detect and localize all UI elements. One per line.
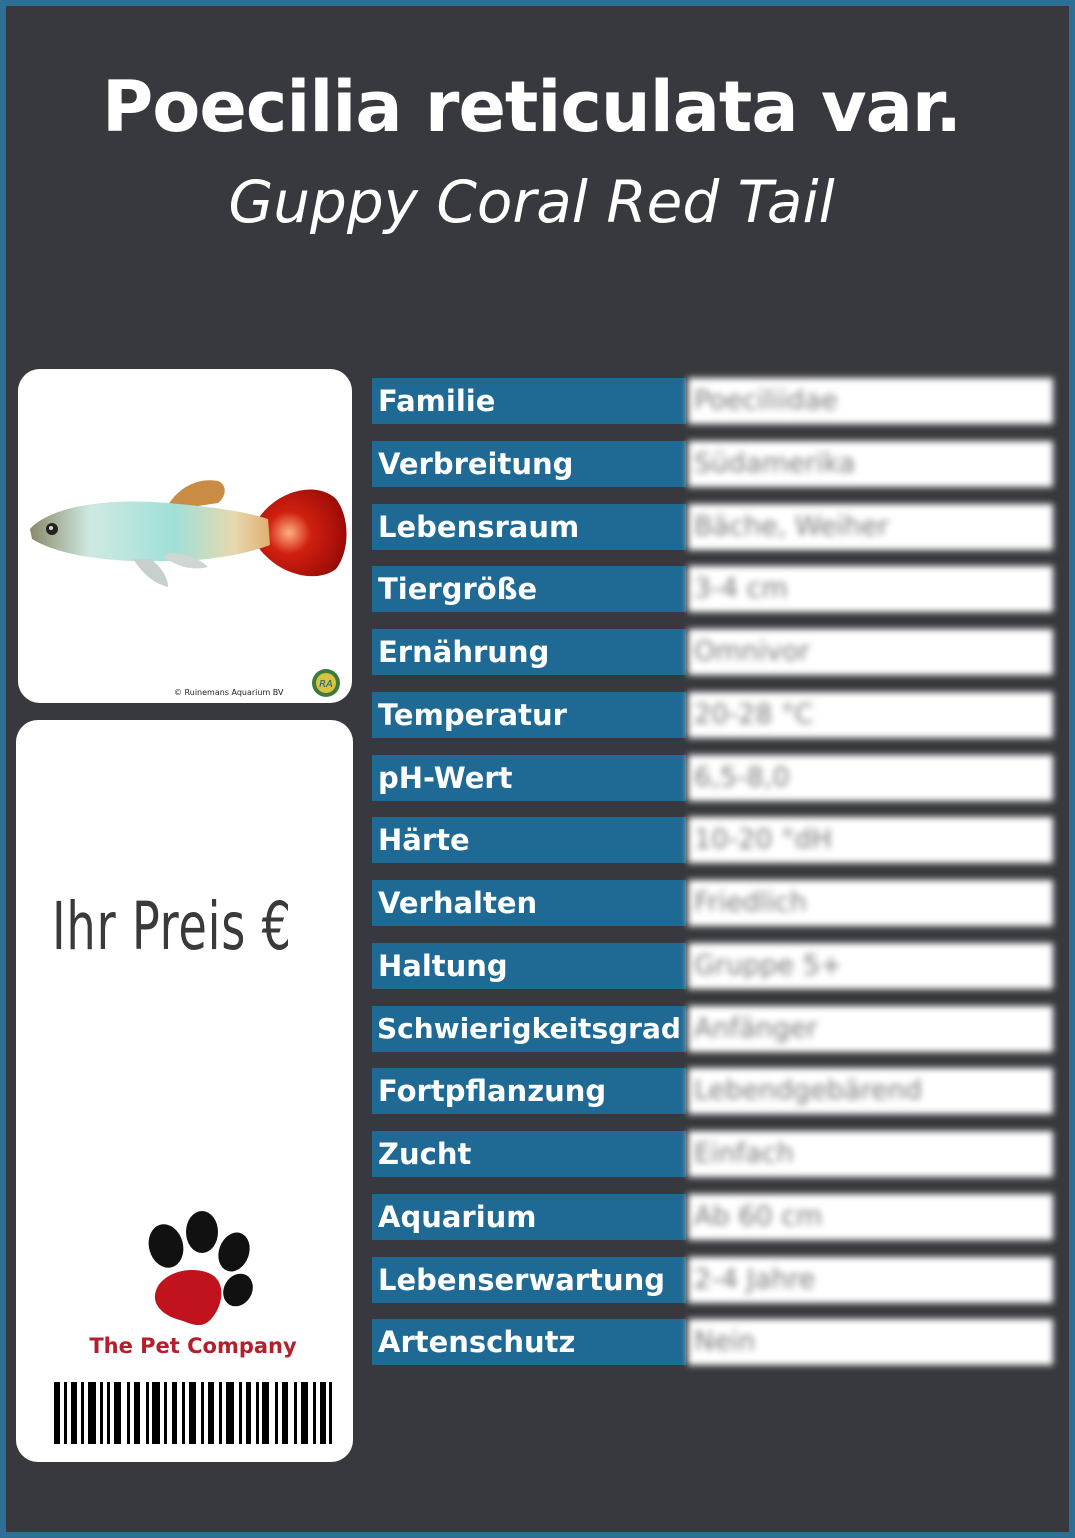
row-value: Südamerika bbox=[688, 441, 1053, 487]
table-row bbox=[372, 378, 1053, 424]
table-row bbox=[372, 1068, 1053, 1114]
photo-credit: © Ruinemans Aquarium BV bbox=[174, 688, 284, 697]
row-value: Einfach bbox=[688, 1131, 1053, 1177]
row-value: 3-4 cm bbox=[688, 566, 1053, 612]
row-label: Verbreitung bbox=[372, 441, 686, 487]
table-row bbox=[372, 1194, 1053, 1240]
table-row bbox=[372, 1257, 1053, 1303]
row-value: 6,5-8,0 bbox=[688, 755, 1053, 801]
species-title: Poecilia reticulata var. bbox=[101, 66, 962, 148]
row-value: Bäche, Weiher bbox=[688, 504, 1053, 550]
row-value: Lebendgebärend bbox=[688, 1068, 1053, 1114]
paw-print-icon bbox=[130, 1206, 260, 1336]
row-value: Friedlich bbox=[688, 880, 1053, 926]
row-label: Tiergröße bbox=[372, 566, 686, 612]
row-value: Poeciliidae bbox=[688, 378, 1053, 424]
table-row bbox=[372, 1319, 1053, 1365]
row-label: Lebensraum bbox=[372, 504, 686, 550]
row-label: pH-Wert bbox=[372, 755, 686, 801]
barcode-icon bbox=[54, 1382, 334, 1444]
table-row bbox=[372, 629, 1053, 675]
row-value: Anfänger bbox=[688, 1006, 1053, 1052]
table-row bbox=[372, 817, 1053, 863]
row-label: Ernährung bbox=[372, 629, 686, 675]
row-label: Härte bbox=[372, 817, 686, 863]
row-value: Omnivor bbox=[688, 629, 1053, 675]
row-label: Zucht bbox=[372, 1131, 686, 1177]
row-label: Artenschutz bbox=[372, 1319, 686, 1365]
table-row bbox=[372, 692, 1053, 738]
ruinemans-logo-icon bbox=[311, 668, 341, 698]
table-row bbox=[372, 943, 1053, 989]
row-value: 20-28 °C bbox=[688, 692, 1053, 738]
photo-panel bbox=[18, 369, 352, 703]
row-value: 10-20 °dH bbox=[688, 817, 1053, 863]
table-row bbox=[372, 566, 1053, 612]
table-row bbox=[372, 441, 1053, 487]
price-label: Ihr Preis € bbox=[52, 888, 292, 965]
table-row bbox=[372, 504, 1053, 550]
species-subtitle: Guppy Coral Red Tail bbox=[228, 168, 835, 236]
row-value: Nein bbox=[688, 1319, 1053, 1365]
row-label: Haltung bbox=[372, 943, 686, 989]
row-label: Schwierigkeitsgrad bbox=[372, 1006, 686, 1052]
brand-name: The Pet Company bbox=[89, 1334, 297, 1358]
row-label: Familie bbox=[372, 378, 686, 424]
table-row bbox=[372, 880, 1053, 926]
table-row bbox=[372, 1131, 1053, 1177]
row-label: Temperatur bbox=[372, 692, 686, 738]
row-label: Aquarium bbox=[372, 1194, 686, 1240]
row-value: Gruppe 5+ bbox=[688, 943, 1053, 989]
guppy-fish-photo bbox=[18, 369, 352, 703]
table-row bbox=[372, 755, 1053, 801]
table-row bbox=[372, 1006, 1053, 1052]
ruinemans-logo-text: RA bbox=[319, 679, 333, 690]
row-label: Verhalten bbox=[372, 880, 686, 926]
row-value: 2-4 Jahre bbox=[688, 1257, 1053, 1303]
row-label: Lebenserwartung bbox=[372, 1257, 686, 1303]
row-value: Ab 60 cm bbox=[688, 1194, 1053, 1240]
row-label: Fortpflanzung bbox=[372, 1068, 686, 1114]
